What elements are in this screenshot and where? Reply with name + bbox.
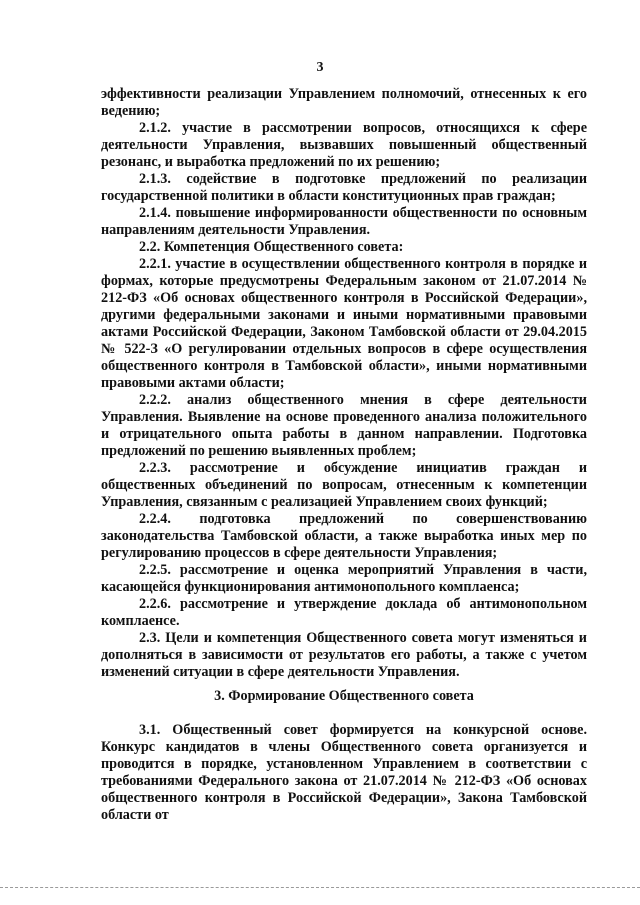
paragraph-2-1-3: 2.1.3. содействие в подготовке предложений по реализации государственной политики в области конституционных прав граждан; [101, 171, 587, 204]
paragraph-2-1-2: 2.1.2. участие в рассмотрении вопросов, относящихся к сфере деятельности Управления, вызвавших повышенный общественный резонанс, и выработка предложений по их решению; [101, 120, 587, 170]
scan-edge-line [0, 887, 640, 892]
document-body [101, 86, 587, 681]
page-number: 3 [316, 60, 324, 75]
section-body [101, 722, 587, 824]
paragraph-continuation: эффективности реализации Управлением полномочий, отнесенных к его ведению; [101, 86, 587, 119]
paragraph-2-2-1: 2.2.1. участие в осуществлении общественного контроля в порядке и формах, которые предусмотрены Федеральным законом от 21.07.2014 № 212-ФЗ «Об основах общественного контроля в Российской Федерации», другими федеральными законами и иными нормативными правовыми актами Российской Федерации, Законом Тамбовской области от 29.04.2015 № 522-З «О регулировании отдельных вопросов в сфере осуществления общественного контроля в Тамбовской области», иными нормативными правовыми актами области; [101, 256, 587, 391]
paragraph-2-2-4: 2.2.4. подготовка предложений по совершенствованию законодательства Тамбовской области, а также выработка иных мер по регулированию процессов в сфере деятельности Управления; [101, 511, 587, 561]
paragraph-2-2-6: 2.2.6. рассмотрение и утверждение доклада об антимонопольном комплаенсе. [101, 596, 587, 629]
section-heading: 3. Формирование Общественного совета [214, 688, 474, 704]
paragraph-2-2-3: 2.2.3. рассмотрение и обсуждение инициатив граждан и общественных объединений по вопросам, отнесенным к компетенции Управления, связанным с реализацией Управлением своих функций; [101, 460, 587, 510]
paragraph-2-2-5: 2.2.5. рассмотрение и оценка мероприятий Управления в части, касающейся функционирования антимонопольного комплаенса; [101, 562, 587, 595]
paragraph-3-1: 3.1. Общественный совет формируется на конкурсной основе. Конкурс кандидатов в члены Общественного совета организуется и проводится в порядке, установленном Управлением в соответствии с требованиями Федерального закона от 21.07.2014 № 212-ФЗ «Об основах общественного контроля в Российской Федерации», Закона Тамбовской области от [101, 722, 587, 823]
paragraph-2-3: 2.3. Цели и компетенция Общественного совета могут изменяться и дополняться в зависимости от результатов его работы, а также с учетом изменений ситуации в сфере деятельности Управления. [101, 630, 587, 680]
paragraph-2-2: 2.2. Компетенция Общественного совета: [139, 239, 404, 255]
paragraph-2-2-2: 2.2.2. анализ общественного мнения в сфере деятельности Управления. Выявление на основе проведенного анализа положительного и отрицательного опыта работы в данном направлении. Подготовка предложений по решению выявленных проблем; [101, 392, 587, 459]
paragraph-2-1-4: 2.1.4. повышение информированности общественности по основным направлениям деятельности Управления. [101, 205, 587, 238]
